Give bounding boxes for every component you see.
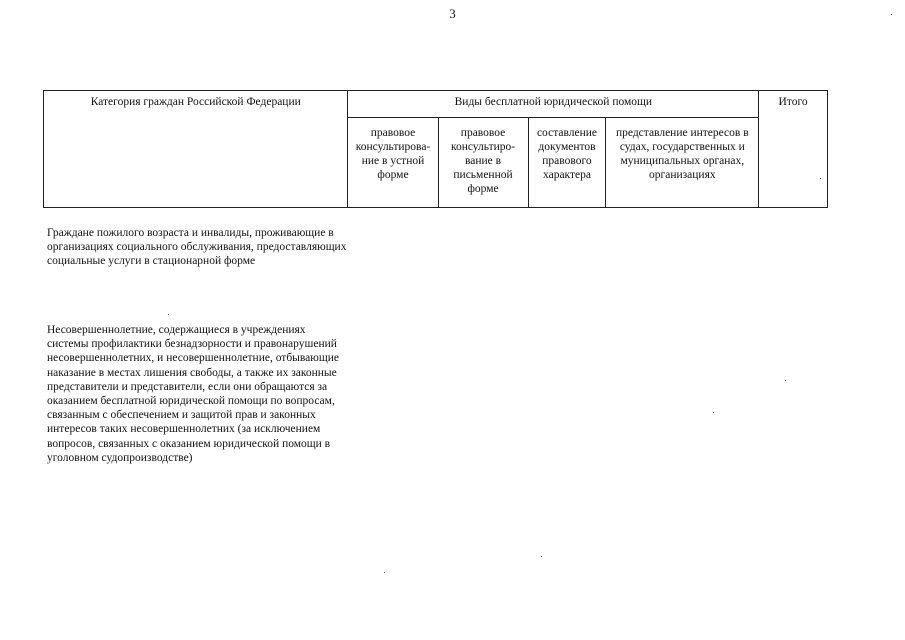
- subheader-legal-documents: составление документов правового характера: [528, 118, 606, 208]
- table-header-row: [44, 91, 828, 118]
- header-category: Категория граждан Российской Федерации: [44, 91, 348, 208]
- row-category-elderly-disabled: Граждане пожилого возраста и инвалиды, проживающие в организациях социального обслуживания, предоставляющих социальные услуги в стационарной форме: [47, 227, 347, 268]
- subheader-oral-consulting: правовое консультирова- ние в устной форме: [348, 118, 438, 208]
- scan-speck: [713, 412, 714, 413]
- page-number: 3: [449, 6, 456, 21]
- header-total: Итого: [759, 91, 828, 208]
- assistance-table-header: [43, 90, 828, 208]
- subheader-representation: представление интересов в судах, государственных и муниципальных органах, организациях: [606, 118, 759, 208]
- scan-speck: [541, 556, 542, 557]
- subheader-written-consulting: правовое консультиро- вание в письменной форме: [438, 118, 528, 208]
- row-category-minors: Несовершеннолетние, содержащиеся в учреждениях системы профилактики безнадзорности и правонарушений несовершеннолетних, и несовершеннолетние, отбывающие наказание в местах лишения свободы, а также их законные представители и представители, если они обращаются за оказанием бесплатной юридической помощи по вопросам, связанным с обеспечением и защитой прав и законных интересов таких несовершеннолетних (за исключением вопросов, связанных с оказанием юридической помощи в уголовном судопроизводстве): [47, 324, 339, 464]
- header-types: Виды бесплатной юридической помощи: [348, 91, 759, 118]
- scan-speck: [891, 14, 892, 15]
- scan-speck: [820, 178, 821, 179]
- scan-speck: [168, 314, 169, 315]
- scan-speck: [785, 380, 786, 381]
- scan-speck: [384, 572, 385, 573]
